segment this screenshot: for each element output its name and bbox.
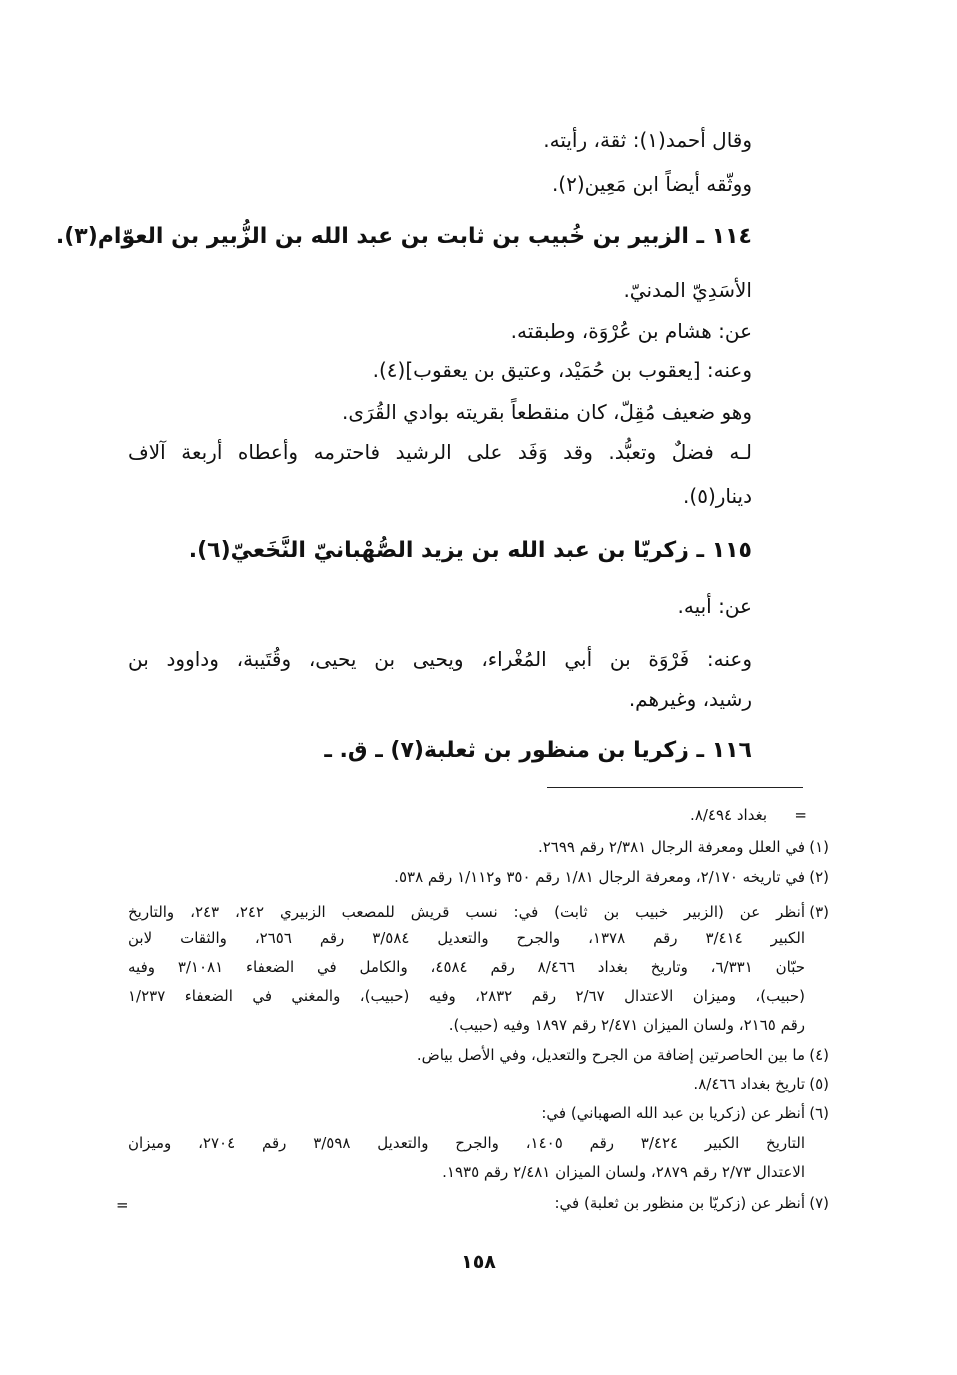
text-line-fadl: لـه فضلٌ وتعبُّد. وقد وَفَد على الرشيد فاحترمه وأعطاه أربعة آلاف [128, 440, 752, 464]
page-number: ١٥٨ [461, 1251, 496, 1273]
footnote-number-4: (٤) [809, 1046, 829, 1064]
footnote-number-7: (٧) [809, 1194, 829, 1212]
text-line-an-hisham: عن: هشام بن عُرْوَة، وطبقته. [510, 319, 752, 343]
entry-heading-114: ١١٤ ـ الزبير بن خُبيب بن ثابت بن عبد الله بن الزُّبير بن العوّام(٣). [55, 224, 752, 249]
footnote-1: في العلل ومعرفة الرجال ٢/٣٨١ رقم ٢٦٩٩. [537, 838, 805, 856]
footnote-6-line-2: التاريخ الكبير ٣/٤٢٤ رقم ١٤٠٥، والجرح والتعديل ٣/٥٩٨ رقم ٢٧٠٤، وميزان [128, 1134, 805, 1152]
entry-heading-116: ١١٦ ـ زكريا بن منظور بن ثعلبة(٧) ـ ق. ـ [324, 738, 752, 763]
footnote-number-2: (٢) [809, 868, 829, 886]
footnote-6-line-1: أنظر عن (زكريا بن عبد الله الصهباني) في: [541, 1104, 805, 1122]
footnote-3-line-3: حبّان ٦/٣٣١، وتاريخ بغداد ٨/٤٦٦ رقم ٤٥٨٤، والكامل في الضعفاء ٣/١٠٨١ وفيه [128, 958, 805, 976]
footnote-number-3: (٣) [809, 903, 829, 921]
footnote-number-5: (٥) [809, 1075, 829, 1093]
footnote-6-line-3: الاعتدال ٢/٧٣ رقم ٢٨٧٩، ولسان الميزان ٢/٤٨١ رقم ١٩٣٥. [442, 1163, 805, 1181]
text-line-nisba: الأسَدِيّ المدنيّ. [623, 278, 752, 302]
footnote-continues-mark: = [116, 1196, 129, 1214]
entry-heading-115: ١١٥ ـ زكريّا بن عبد الله بن يزيد الصُّهْبانيّ النَّخَعيّ(٦). [188, 538, 752, 563]
footnote-5: تاريخ بغداد ٨/٤٦٦. [693, 1075, 805, 1093]
text-line-daif: وهو ضعيف مُقِلّ، كان منقطعاً بقريته بوادي القُرَى. [341, 400, 752, 424]
footnote-7: أنظر عن (زكريّا بن منظور بن ثعلبة) في: [554, 1194, 805, 1212]
footnote-3-line-4: (حبيب)، وميزان الاعتدال ٢/٦٧ رقم ٢٨٣٢، وفيه (حبيب)، والمغني في الضعفاء ١/٢٣٧ [128, 987, 805, 1005]
footnote-number-1: (١) [809, 838, 829, 856]
footnote-number-6: (٦) [809, 1104, 829, 1122]
text-line-rashid: رشيد، وغيرهم. [628, 687, 752, 711]
text-line-dinar: دينار(٥). [683, 484, 752, 508]
text-line-ahmad: وقال أحمد(١): ثقة، رأيته. [543, 128, 752, 152]
footnote-continuation: بغداد ٨/٤٩٤. [690, 806, 767, 824]
footnote-separator [547, 787, 803, 788]
text-line-wa-anhu-114: وعنه: [يعقوب بن حُمَيْد، وعتيق بن يعقوب](٤). [372, 358, 752, 382]
footnote-4: ما بين الحاصرتين إضافة من الجرح والتعديل، وفي الأصل بياض. [416, 1046, 805, 1064]
footnote-3-line-1: أنظر عن (الزبير خبيب بن ثابت) في: نسب قريش للمصعب الزبيري ٢٤٢، ٢٤٣، والتاريخ [128, 903, 806, 921]
footnote-continuation-mark: = [794, 806, 807, 824]
footnote-3-line-5: رقم ٢١٦٥، ولسان الميزان ٢/٤٧١ رقم ١٨٩٧ وفيه (حبيب). [448, 1016, 805, 1034]
footnote-3-line-2: الكبير ٣/٤١٤ رقم ١٣٧٨، والجرح والتعديل ٣/٥٨٤ رقم ٢٦٥٦، والثقات لابن [128, 929, 806, 947]
text-line-an-abihi: عن: أبيه. [677, 594, 752, 618]
text-line-wa-anhu-115: وعنه: فَرْوَة بن أبي المُغْراء، ويحيى بن يحيى، وقُتَيبة، وداوود بن [128, 647, 752, 671]
footnote-2: في تاريخه ٢/١٧٠، ومعرفة الرجال ١/٨١ رقم ٣٥٠ و١/١١٢ رقم ٥٣٨. [394, 868, 805, 886]
text-line-ibn-main: ووثّقه أيضاً ابن مَعِين(٢). [551, 172, 752, 196]
